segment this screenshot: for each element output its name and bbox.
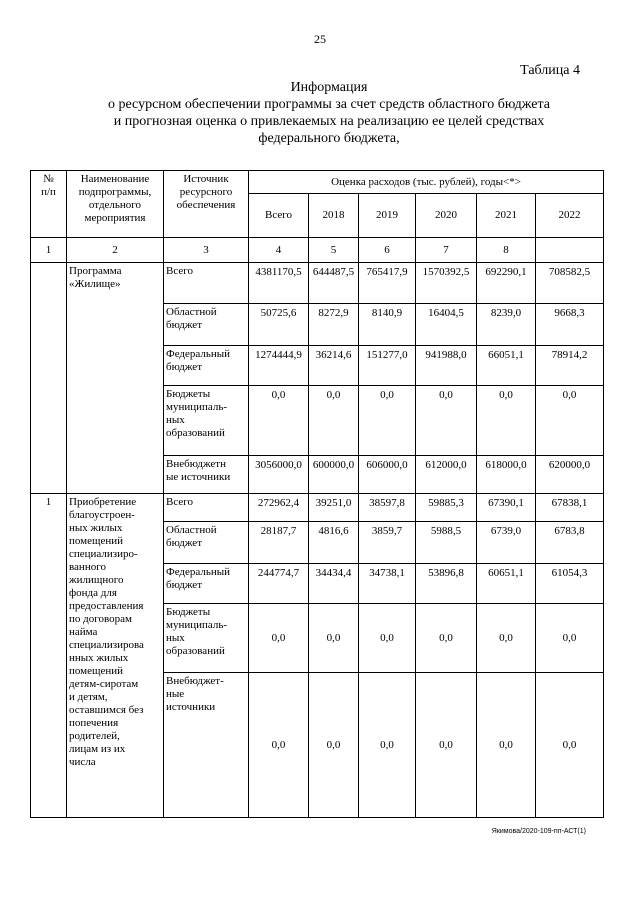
header-year: 2021 bbox=[477, 194, 536, 238]
header-estimate: Оценка расходов (тыс. рублей), годы<*> bbox=[249, 171, 604, 194]
value-cell: 59885,3 bbox=[416, 494, 477, 522]
source-cell: Бюджеты муниципаль- ных образований bbox=[164, 386, 249, 456]
value-cell: 28187,7 bbox=[249, 522, 309, 564]
source-cell: Внебюджетн ые источники bbox=[164, 456, 249, 494]
header-year: 2022 bbox=[536, 194, 604, 238]
value-cell: 600000,0 bbox=[309, 456, 359, 494]
column-number: 8 bbox=[477, 238, 536, 263]
value-cell: 5988,5 bbox=[416, 522, 477, 564]
value-cell: 618000,0 bbox=[477, 456, 536, 494]
value-cell: 0,0 bbox=[249, 386, 309, 456]
document-footer-code: Якимова/2020-109-пп-АСТ(1) bbox=[491, 828, 586, 835]
value-cell: 0,0 bbox=[359, 604, 416, 673]
table-label: Таблица 4 bbox=[520, 63, 580, 78]
source-cell: Всего bbox=[164, 494, 249, 522]
value-cell: 53896,8 bbox=[416, 564, 477, 604]
header-source: Источник ресурсного обеспечения bbox=[164, 171, 249, 238]
section-name: Приобретение благоустроен- ных жилых помещений специализиро- ванного жилищного фонда для предоставления по договорам найма специализирова нных жилых помещений детям-сиротам и детям, оставшимся без попечения родителей, лицам из их числа bbox=[67, 494, 164, 818]
value-cell: 38597,8 bbox=[359, 494, 416, 522]
source-cell: Областной бюджет bbox=[164, 522, 249, 564]
heading-title: Информация bbox=[290, 80, 368, 95]
value-cell: 620000,0 bbox=[536, 456, 604, 494]
value-cell: 272962,4 bbox=[249, 494, 309, 522]
value-cell: 0,0 bbox=[536, 604, 604, 673]
value-cell: 765417,9 bbox=[359, 263, 416, 304]
value-cell: 0,0 bbox=[359, 386, 416, 456]
source-cell: Внебюджет- ные источники bbox=[164, 673, 249, 818]
value-cell: 67390,1 bbox=[477, 494, 536, 522]
column-number bbox=[536, 238, 604, 263]
value-cell: 0,0 bbox=[416, 673, 477, 818]
value-cell: 0,0 bbox=[309, 604, 359, 673]
value-cell: 0,0 bbox=[416, 604, 477, 673]
heading-line: федерального бюджета, bbox=[258, 131, 400, 146]
header-year: 2020 bbox=[416, 194, 477, 238]
value-cell: 78914,2 bbox=[536, 346, 604, 386]
value-cell: 612000,0 bbox=[416, 456, 477, 494]
column-number: 5 bbox=[309, 238, 359, 263]
column-number: 1 bbox=[31, 238, 67, 263]
value-cell: 1274444,9 bbox=[249, 346, 309, 386]
section-number bbox=[31, 263, 67, 494]
column-number: 2 bbox=[67, 238, 164, 263]
value-cell: 3859,7 bbox=[359, 522, 416, 564]
value-cell: 941988,0 bbox=[416, 346, 477, 386]
value-cell: 0,0 bbox=[249, 604, 309, 673]
value-cell: 606000,0 bbox=[359, 456, 416, 494]
heading-line: о ресурсном обеспечении программы за счет средств областного бюджета bbox=[107, 97, 551, 112]
column-number: 7 bbox=[416, 238, 477, 263]
header-name: Наименование подпрограммы, отдельного мероприятия bbox=[67, 171, 164, 238]
column-number: 3 bbox=[164, 238, 249, 263]
value-cell: 1570392,5 bbox=[416, 263, 477, 304]
value-cell: 151277,0 bbox=[359, 346, 416, 386]
value-cell: 0,0 bbox=[536, 386, 604, 456]
value-cell: 4816,6 bbox=[309, 522, 359, 564]
value-cell: 67838,1 bbox=[536, 494, 604, 522]
source-cell: Федеральный бюджет bbox=[164, 346, 249, 386]
value-cell: 66051,1 bbox=[477, 346, 536, 386]
header-year-total: Всего bbox=[249, 194, 309, 238]
value-cell: 60651,1 bbox=[477, 564, 536, 604]
heading-line: и прогнозная оценка о привлекаемых на реализацию ее целей средствах bbox=[113, 114, 545, 129]
budget-table bbox=[30, 170, 604, 818]
value-cell: 0,0 bbox=[359, 673, 416, 818]
value-cell: 34738,1 bbox=[359, 564, 416, 604]
value-cell: 0,0 bbox=[309, 386, 359, 456]
column-number: 6 bbox=[359, 238, 416, 263]
value-cell: 8140,9 bbox=[359, 304, 416, 346]
value-cell: 34434,4 bbox=[309, 564, 359, 604]
value-cell: 0,0 bbox=[536, 673, 604, 818]
value-cell: 36214,6 bbox=[309, 346, 359, 386]
value-cell: 0,0 bbox=[477, 604, 536, 673]
section-number: 1 bbox=[31, 494, 67, 818]
document-heading bbox=[30, 79, 628, 147]
source-cell: Всего bbox=[164, 263, 249, 304]
value-cell: 0,0 bbox=[477, 386, 536, 456]
page-number: 25 bbox=[314, 32, 326, 46]
value-cell: 6739,0 bbox=[477, 522, 536, 564]
header-number: № п/п bbox=[31, 171, 67, 238]
value-cell: 4381170,5 bbox=[249, 263, 309, 304]
value-cell: 6783,8 bbox=[536, 522, 604, 564]
value-cell: 0,0 bbox=[416, 386, 477, 456]
section-name: Программа «Жилище» bbox=[67, 263, 164, 494]
value-cell: 8239,0 bbox=[477, 304, 536, 346]
value-cell: 16404,5 bbox=[416, 304, 477, 346]
value-cell: 692290,1 bbox=[477, 263, 536, 304]
value-cell: 0,0 bbox=[477, 673, 536, 818]
value-cell: 39251,0 bbox=[309, 494, 359, 522]
value-cell: 244774,7 bbox=[249, 564, 309, 604]
source-cell: Федеральный бюджет bbox=[164, 564, 249, 604]
value-cell: 0,0 bbox=[249, 673, 309, 818]
value-cell: 644487,5 bbox=[309, 263, 359, 304]
value-cell: 61054,3 bbox=[536, 564, 604, 604]
header-year: 2019 bbox=[359, 194, 416, 238]
value-cell: 8272,9 bbox=[309, 304, 359, 346]
column-number: 4 bbox=[249, 238, 309, 263]
value-cell: 708582,5 bbox=[536, 263, 604, 304]
value-cell: 0,0 bbox=[309, 673, 359, 818]
value-cell: 50725,6 bbox=[249, 304, 309, 346]
source-cell: Областной бюджет bbox=[164, 304, 249, 346]
source-cell: Бюджеты муниципаль- ных образований bbox=[164, 604, 249, 673]
value-cell: 9668,3 bbox=[536, 304, 604, 346]
header-year: 2018 bbox=[309, 194, 359, 238]
value-cell: 3056000,0 bbox=[249, 456, 309, 494]
